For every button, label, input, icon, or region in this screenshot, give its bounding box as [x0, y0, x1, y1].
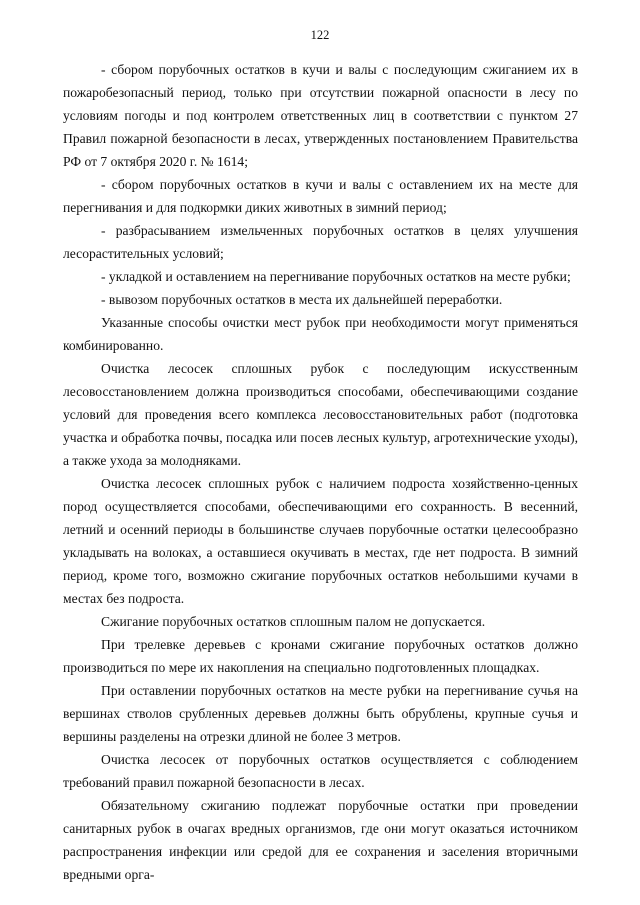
body-text — [63, 58, 578, 886]
paragraph-9: Сжигание порубочных остатков сплошным палом не допускается. — [101, 614, 486, 629]
paragraph-1: - сбором порубочных остатков в кучи и валы с последующим сжиганием их в пожаробезопасный период, только при отсутствии пожарной опасности в лесу по условиям погоды и под контролем ответственных лиц в соответствии с пунктом 27 Правил пожарной безопасности в лесах, утвержденных постановлением Правительства РФ от 7 октября 2020 г. № 1614; — [63, 62, 578, 169]
paragraph-2: - сбором порубочных остатков в кучи и валы с оставлением их на месте для перегнивания и для подкормки диких животных в зимний период; — [63, 177, 578, 215]
paragraph-4: - укладкой и оставлением на перегнивание порубочных остатков на месте рубки; — [101, 269, 571, 284]
paragraph-8: Очистка лесосек сплошных рубок с наличием подроста хозяйственно-ценных пород осуществляется способами, обеспечивающими его сохранность. В весенний, летний и осенний периоды в большинстве случаев порубочные остатки целесообразно укладывать на волоках, а оставшиеся окучивать в местах, где нет подроста. В зимний период, кроме того, возможно сжигание порубочных остатков небольшими кучами в местах без подроста. — [63, 476, 578, 606]
paragraph-6: Указанные способы очистки мест рубок при необходимости могут применяться комбинированно. — [63, 315, 578, 353]
page-number: 122 — [310, 28, 330, 42]
paragraph-5: - вывозом порубочных остатков в места их дальнейшей переработки. — [101, 292, 503, 307]
paragraph-11: При оставлении порубочных остатков на месте рубки на перегнивание сучья на вершинах стволов срубленных деревьев должны быть обрублены, крупные сучья и вершины разделены на отрезки длиной не более 3 метров. — [63, 683, 578, 744]
paragraph-7: Очистка лесосек сплошных рубок с последующим искусственным лесовосстановлением должна производиться способами, обеспечивающими создание условий для проведения всего комплекса лесовосстановительных работ (подготовка участка и обработка почвы, посадка или посев лесных культур, агротехнические уходы), а также ухода за молодняками. — [63, 361, 578, 468]
paragraph-3: - разбрасыванием измельченных порубочных остатков в целях улучшения лесорастительных условий; — [63, 223, 578, 261]
paragraph-12: Очистка лесосек от порубочных остатков осуществляется с соблюдением требований правил пожарной безопасности в лесах. — [63, 752, 578, 790]
paragraph-10: При трелевке деревьев с кронами сжигание порубочных остатков должно производиться по мере их накопления на специально подготовленных площадках. — [63, 637, 578, 675]
paragraph-13: Обязательному сжиганию подлежат порубочные остатки при проведении санитарных рубок в очагах вредных организмов, где они могут оказаться источником распространения инфекции или средой для ее сохранения и заселения вторичными вредными орга- — [63, 798, 578, 882]
